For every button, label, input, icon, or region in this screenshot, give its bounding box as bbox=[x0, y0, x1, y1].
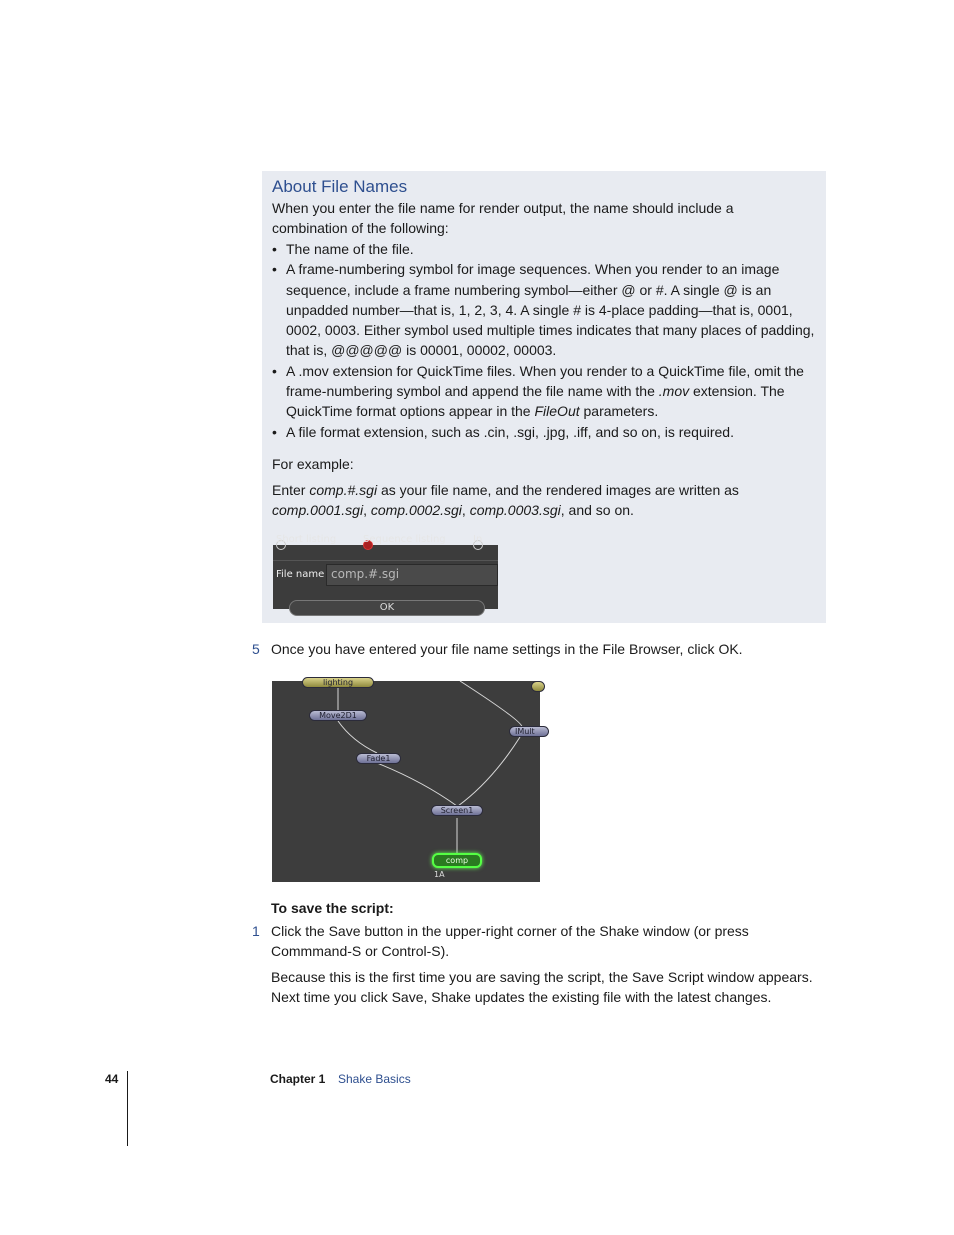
chapter-title: Shake Basics bbox=[338, 1072, 411, 1086]
node-imult: IMult bbox=[509, 726, 549, 737]
connection-line bbox=[458, 737, 520, 806]
step-text: Click the Save button in the upper-right corner of the Shake window (or press Commmand-S or Control-S). bbox=[271, 923, 749, 960]
node-move2d1: Move2D1 bbox=[309, 710, 367, 721]
file-browser-screenshot bbox=[273, 545, 498, 613]
node-caption: 1A bbox=[434, 870, 445, 879]
sidebar-intro: When you enter the file name for render output, the name should include a combination of the following: bbox=[272, 200, 734, 237]
step-text: Once you have entered your file name settings in the File Browser, click OK. bbox=[271, 641, 743, 657]
file-name-field: comp.#.sgi bbox=[326, 564, 498, 586]
node-graph-screenshot bbox=[272, 678, 540, 882]
bullet-text: A frame-numbering symbol for image sequences. When you render to an image sequence, include a frame numbering symbol—either @ or #. A single @ is an unpadded number—that is, 1, 2, 3, 4. A single # is 4-place padding—that is, 0001, 0002, 0003. Either symbol used multiple times indicates that many places of padding, that is, @@@@@ is 00001, 00002, 00003. bbox=[286, 261, 815, 359]
list-item: • The name of the file. bbox=[272, 241, 414, 257]
step-number: 1 bbox=[252, 923, 260, 939]
bullet-text: A file format extension, such as .cin, .sgi, .jpg, .iff, and so on, is required. bbox=[286, 423, 734, 440]
page-number: 44 bbox=[105, 1072, 119, 1086]
node-lighting: lighting bbox=[302, 677, 374, 688]
chapter-label: Chapter 1 bbox=[270, 1072, 326, 1086]
footer-rule bbox=[127, 1071, 128, 1146]
procedure-heading: To save the script: bbox=[271, 900, 394, 916]
example-text: Enter comp.#.sgi as your file name, and the rendered images are written as comp.0001.sgi, comp.0002.sgi, comp.0003.sgi, and so on. bbox=[272, 482, 739, 519]
file-name-label: File name bbox=[276, 569, 325, 580]
node-fade1: Fade1 bbox=[356, 753, 401, 764]
node-partial bbox=[531, 681, 545, 692]
connection-line bbox=[338, 721, 377, 753]
bullet-list bbox=[272, 239, 816, 442]
list-item: • A .mov extension for QuickTime files. When you render to a QuickTime file, omit the frame-numbering symbol and append the file name with the .mov extension. The QuickTime format options appear in the FileOut parameters. bbox=[272, 362, 804, 420]
for-example-label: For example: bbox=[272, 456, 354, 472]
divider bbox=[273, 560, 498, 561]
bullet-text: The name of the file. bbox=[286, 241, 414, 257]
node-screen1: Screen1 bbox=[431, 805, 483, 816]
list-item: • A frame-numbering symbol for image sequences. When you render to an image sequence, include a frame numbering symbol—either @ or #. A single @ is an unpadded number—that is, 1, 2, 3, 4. A single # is 4-place padding—that is, 0001, 0002, 0003. Either symbol used multiple times indicates that many places of padding, that is, @@@@@ is 00001, 00002, 00003. bbox=[272, 261, 815, 359]
step-number: 5 bbox=[252, 641, 260, 657]
bullet-text: A .mov extension for QuickTime files. When you render to a QuickTime file, omit the frame-numbering symbol and append the file name with the .mov extension. The QuickTime format options appear in the FileOut parameters. bbox=[286, 362, 804, 420]
ok-button: OK bbox=[289, 600, 485, 616]
listing-options bbox=[273, 545, 498, 553]
node-comp: comp bbox=[432, 853, 482, 868]
connection-line bbox=[377, 763, 457, 806]
sidebar-title: About File Names bbox=[272, 177, 408, 196]
list-item: • A file format extension, such as .cin, .sgi, .jpg, .iff, and so on, is required. bbox=[272, 423, 734, 440]
explanation-text: Because this is the first time you are saving the script, the Save Script window appears. Next time you click Save, Shake updates the existing file with the latest changes. bbox=[271, 969, 813, 1006]
connection-line bbox=[460, 681, 522, 727]
